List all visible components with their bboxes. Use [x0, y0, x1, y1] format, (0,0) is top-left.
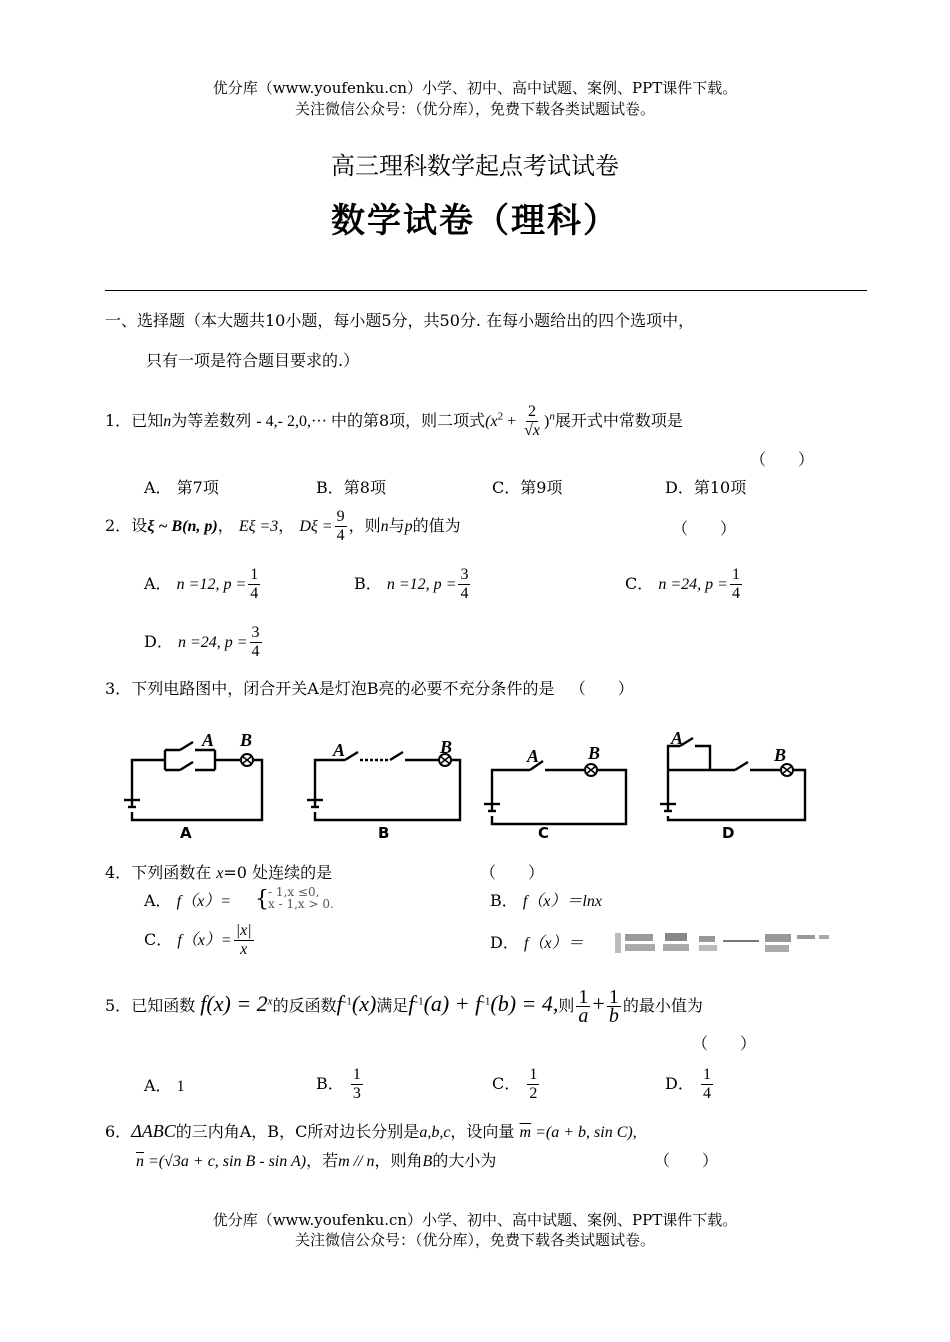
q1-expr-open: (x [485, 413, 498, 430]
frac-den: a [578, 1005, 589, 1027]
q1-text-4: 展开式中常数项是 [554, 411, 683, 430]
option-fraction [458, 566, 470, 603]
q1-expr-close: ) [544, 413, 550, 430]
q6-triangle: ΔABC [131, 1121, 176, 1141]
q4-var-x: x [216, 865, 224, 882]
circuit-c-caption: C [538, 824, 550, 842]
q6-angle-b: B [422, 1153, 433, 1170]
option-label: B． [354, 574, 382, 593]
q1-frac-den: √x [524, 422, 540, 439]
q1-power-n: n [549, 410, 555, 423]
q4-answer-paren: （ ） [480, 863, 545, 882]
frac-num: 1 [352, 1066, 361, 1083]
frac-num: 1 [250, 566, 259, 583]
circuit-c-switch-label: A [527, 746, 540, 766]
q5-exponent: x [267, 995, 273, 1008]
option-function: f（x）= [176, 893, 232, 910]
circuit-c [484, 761, 626, 824]
footer-line-2: 关注微信公众号：（优分库），免费下载各类试题试卷。 [294, 1231, 655, 1249]
q4-option-a [144, 890, 231, 913]
q5-f-a: f [408, 991, 415, 1016]
question-number: 2． [105, 516, 132, 535]
option-expr: n =12, p = [176, 576, 247, 593]
q1-text-3: 中的第8项，则二项式 [330, 411, 486, 430]
q1-frac-num: 2 [528, 403, 537, 420]
q6-answer-paren: （ ） [654, 1151, 719, 1170]
q1-option-c: C．第9项 [492, 478, 563, 497]
q6-text-5: 的大小为 [432, 1151, 497, 1170]
frac-den: 4 [702, 1085, 711, 1102]
q6-vector-m-def: =(a + b, sin C), [531, 1124, 637, 1141]
frac-den: 4 [251, 643, 260, 660]
option-fraction [730, 566, 742, 603]
q4-text-2: =0 处连续的是 [223, 863, 333, 882]
frac-num: |x| [235, 922, 252, 939]
q5-f-b-arg: (b) = 4, [490, 991, 559, 1016]
q6-text-3: ，若 [306, 1151, 339, 1170]
q1-fraction [522, 403, 542, 440]
option-fraction [234, 922, 254, 959]
circuit-b-switch-label: A [333, 740, 346, 760]
option-function: f（x）= [177, 932, 232, 949]
q1-text-1: 已知 [131, 411, 164, 430]
q2-var-n: n [380, 518, 389, 535]
q5-f-a-sup: -1 [414, 995, 424, 1008]
option-label: A． [144, 891, 172, 910]
option-expr: n =12, p = [386, 576, 457, 593]
question-6-line-1 [105, 1120, 637, 1144]
frac-den: 3 [352, 1085, 361, 1102]
circuit-d-bulb-label: B [774, 745, 787, 765]
q4-option-b [490, 890, 602, 913]
q5-plus: + [592, 991, 605, 1016]
q5-inverse: f [336, 991, 343, 1016]
q1-text-2: 为等差数列 [171, 411, 252, 430]
question-6-line-2 [136, 1150, 496, 1173]
frac-num: 1 [578, 986, 589, 1008]
option-label: C． [625, 574, 654, 593]
q5-f-b-sup: -1 [481, 995, 491, 1008]
q5-f-b: f [475, 991, 482, 1016]
q6-parallel: m // n [338, 1153, 375, 1170]
frac-num: 3 [251, 624, 260, 641]
q2-variance: Dξ = [299, 518, 333, 535]
option-fraction [351, 1066, 363, 1103]
q6-text-4: ，则角 [374, 1151, 423, 1170]
circuit-a-switch-label: A [202, 730, 215, 750]
q1-answer-paren: （ ） [750, 450, 815, 469]
option-expr: n =24, p = [177, 634, 248, 651]
frac-den: 4 [250, 585, 259, 602]
q2-variance-fraction [335, 508, 347, 545]
option-label: A． [144, 574, 172, 593]
frac-num: 1 [608, 986, 619, 1008]
q2-option-a [144, 566, 262, 603]
circuit-b [307, 752, 460, 820]
q5-frac-a [576, 988, 590, 1025]
q6-text-2: ，设向量 [450, 1122, 515, 1141]
title-divider [105, 290, 867, 291]
q4-a-brace: { [255, 887, 269, 912]
circuit-d-caption: D [722, 824, 735, 842]
question-number: 4． [105, 863, 132, 882]
q4-a-cases [268, 886, 334, 910]
q2-distribution: ξ ~ B(n, p) [147, 518, 218, 535]
exam-subtitle: 高三理科数学起点考试试卷 [331, 152, 619, 180]
option-label: C． [144, 930, 173, 949]
header-line-2: 关注微信公众号：（优分库），免费下载各类试题试卷。 [294, 100, 655, 118]
q2-text-4: 的值为 [412, 516, 461, 535]
exam-title: 数学试卷（理科） [331, 201, 619, 241]
frac-den: x [240, 941, 248, 958]
q1-var-n: n [163, 413, 172, 430]
header-line-1: 优分库（www.youfenku.cn）小学、初中、高中试题、案例、PPT课件下载。 [212, 79, 738, 97]
section-heading-line-1: 一、选择题（本大题共10小题，每小题5分，共50分. 在每小题给出的四个选项中， [105, 311, 695, 330]
q2-text-1: 设 [131, 516, 148, 535]
question-number: 3． [105, 679, 132, 698]
q5-text-4: 则 [558, 996, 575, 1015]
q6-vector-n-def: =(√3a + c, sin B - sin A) [144, 1153, 307, 1170]
circuit-c-bulb-label: B [588, 743, 601, 763]
option-function: f（x）＝lnx [522, 893, 602, 910]
option-label: D． [665, 1074, 694, 1093]
q1-option-d: D．第10项 [665, 478, 747, 497]
q5-option-d [665, 1066, 715, 1103]
q5-text-2: 的反函数 [272, 996, 337, 1015]
question-5-stem [105, 988, 703, 1025]
option-label: C． [492, 1074, 521, 1093]
option-label: B． [490, 891, 518, 910]
frac-num: 1 [702, 1066, 711, 1083]
option-fraction [701, 1066, 713, 1103]
q2-text-3: 与 [388, 516, 405, 535]
circuit-b-bulb-label: B [440, 737, 453, 757]
q2-frac-den: 4 [336, 527, 345, 544]
option-fraction [527, 1066, 539, 1103]
option-label: B． [316, 1074, 344, 1093]
frac-num: 1 [731, 566, 740, 583]
q6-vector-m: $\overline{m}$ [519, 1124, 532, 1141]
circuit-d-switch-label: A [671, 728, 684, 748]
q3-text: 下列电路图中，闭合开关A是灯泡B亮的必要不充分条件的是 [131, 679, 555, 698]
section-heading-line-2: 只有一项是符合题目要求的.） [146, 351, 360, 370]
q2-frac-num: 9 [336, 508, 345, 525]
question-number: 1． [105, 411, 132, 430]
option-label: D． [144, 632, 173, 651]
option-label: A． [144, 1076, 172, 1095]
q4-option-d [490, 932, 584, 955]
q4-a-case-1: - 1,x ≤0, [268, 885, 320, 899]
circuit-a [124, 742, 262, 820]
q4-d-illegible-formula [615, 930, 830, 956]
q5-text-3: 满足 [376, 996, 409, 1015]
q1-exponent: 2 [497, 410, 504, 423]
option-fraction [248, 566, 260, 603]
question-2-stem [105, 508, 461, 545]
q6-vector-n: $\overline{n}$ [136, 1153, 144, 1170]
frac-num: 3 [460, 566, 469, 583]
circuit-b-caption: B [378, 824, 390, 842]
question-number: 6． [105, 1122, 132, 1141]
option-expr: n =24, p = [658, 576, 728, 593]
q5-option-b [316, 1066, 365, 1103]
q4-option-c [144, 922, 256, 959]
option-label: D． [490, 933, 519, 952]
q2-option-c [625, 566, 744, 603]
frac-den: 4 [460, 585, 469, 602]
q2-sep-1: ， [217, 516, 234, 535]
question-number: 5． [105, 996, 132, 1015]
frac-num: 1 [529, 1066, 538, 1083]
q2-sep-2: ， [278, 516, 295, 535]
circuit-a-bulb-label: B [240, 730, 253, 750]
q3-answer-paren: （ ） [569, 679, 634, 698]
question-3-stem [105, 678, 634, 700]
q6-sides: a,b,c [419, 1124, 451, 1141]
q5-frac-b [607, 988, 621, 1025]
circuit-a-caption: A [180, 824, 192, 842]
q5-option-c [492, 1066, 541, 1103]
q1-plus: + [503, 413, 521, 430]
option-value: 1 [176, 1078, 185, 1095]
question-4-stem [105, 862, 332, 885]
q5-inverse-sup: -1 [342, 995, 352, 1008]
q4-a-case-2: x - 1,x > 0. [268, 897, 334, 911]
q2-option-d [144, 624, 264, 661]
frac-den: 2 [529, 1085, 538, 1102]
q2-var-p: p [404, 518, 413, 535]
q1-sequence: - 4,- 2,0,··· [256, 413, 331, 430]
q5-answer-paren: （ ） [692, 1034, 757, 1053]
q1-option-b: B．第8项 [316, 478, 386, 497]
option-function: f（x）＝ [523, 935, 584, 952]
q2-answer-paren: （ ） [672, 519, 737, 538]
option-fraction [250, 624, 262, 661]
frac-den: b [608, 1005, 619, 1027]
q5-function: f(x) = 2 [200, 991, 268, 1016]
q5-option-a [144, 1075, 185, 1098]
q2-option-b [354, 566, 472, 603]
q5-text-5: 的最小值为 [622, 996, 703, 1015]
q2-expectation: Eξ =3 [238, 518, 279, 535]
q5-inverse-arg: (x) [351, 991, 377, 1016]
q4-text-1: 下列函数在 [131, 863, 217, 882]
q5-f-a-arg: (a) + [423, 991, 476, 1016]
footer-line-1: 优分库（www.youfenku.cn）小学、初中、高中试题、案例、PPT课件下载。 [212, 1211, 738, 1229]
frac-den: 4 [731, 585, 740, 602]
question-1-stem [105, 403, 683, 440]
q5-text-1: 已知函数 [131, 996, 196, 1015]
q6-text-1: 的三内角A，B，C所对边长分别是 [175, 1122, 420, 1141]
q1-option-a: A． 第7项 [144, 478, 219, 497]
q2-text-2: ，则 [348, 516, 381, 535]
